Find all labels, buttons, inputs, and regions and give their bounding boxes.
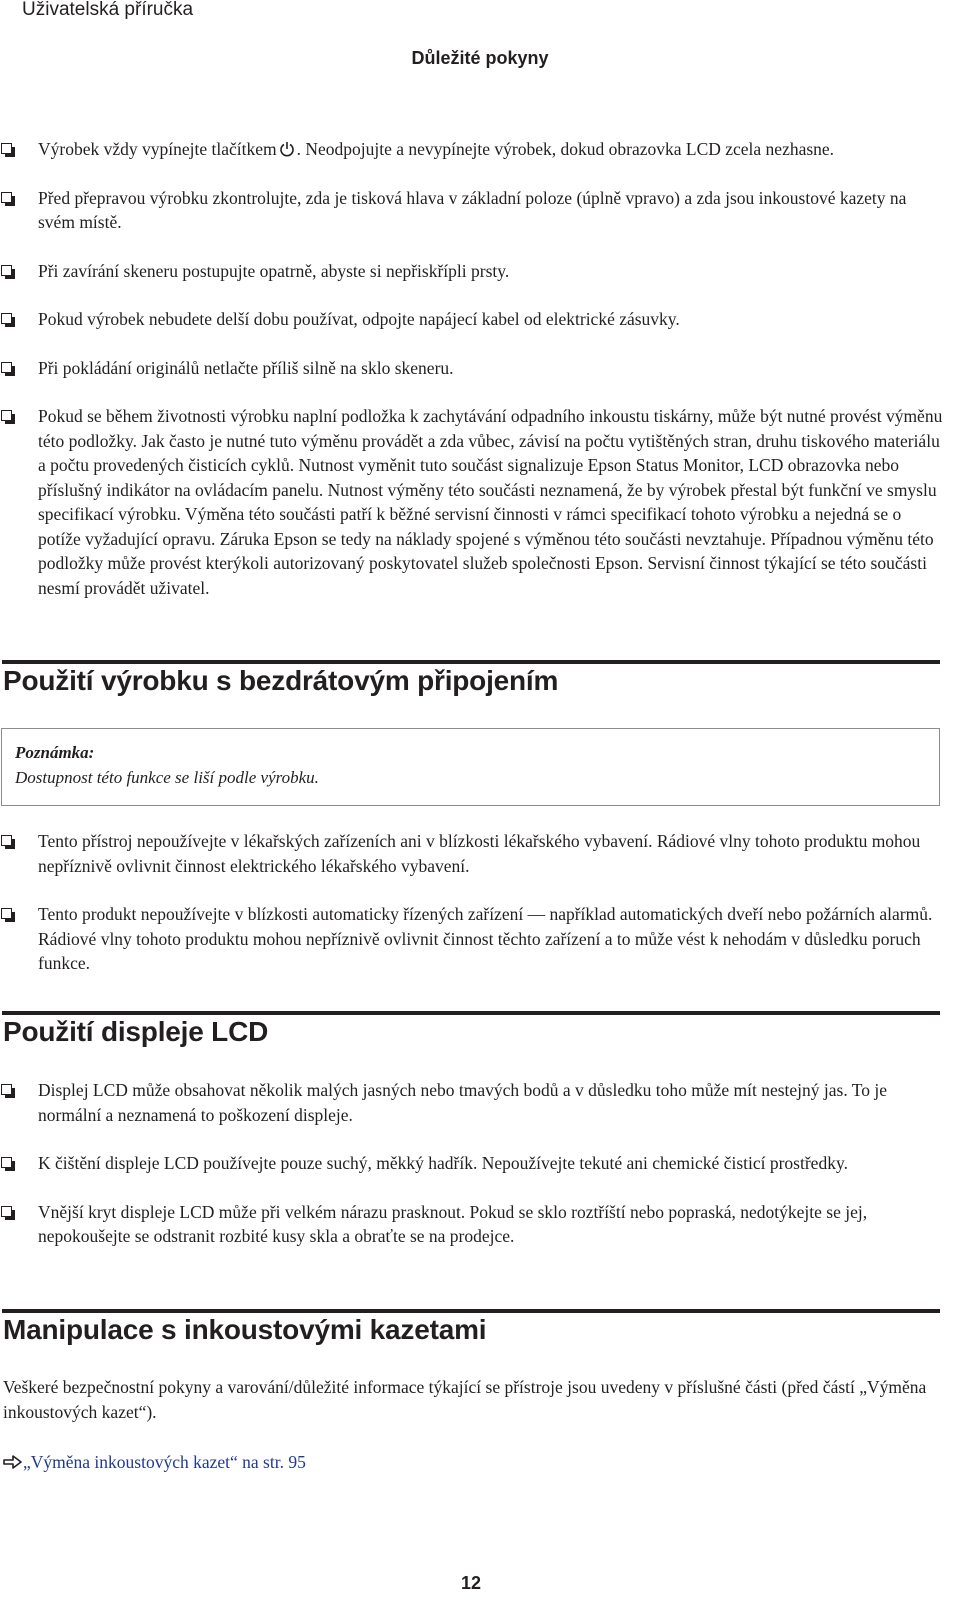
checkbox-bullet-icon [1,313,12,324]
list-item-text: Displej LCD může obsahovat několik malých jasných nebo tmavých bodů a v důsledku toho může mít nestejný jas. To je normální a neznamená to poškození displeje. [38,1080,887,1125]
list-item-text: Před přepravou výrobku zkontrolujte, zda je tisková hlava v základní poloze (úplně vpravo) a zda jsou inkoustové kazety na svém místě. [38,187,907,232]
list-item-text: Pokud se během životnosti výrobku naplní podložka k zachytávání odpadního inkoustu tiskárny, může být nutné provést výměnu této podložky. Jak často je nutné tuto výměnu provádět a zda vůbec, závisí na počtu vytištěných stran, druhu tiskového materiálu a počtu provedených čisticích cyklů. Nutnost vyměnit tuto součást signalizuje Epson Status Monitor, LCD obrazovka nebo příslušný indikátor na ovládacím panelu. Nutnost výměny této součásti neznamená, že by výrobek přestal být funkční ve smyslu specifikací výrobku. Výměna této součásti patří k běžné servisní činnosti v rámci specifikací tohoto výrobku a nejedná se o potíže vyžadující opravu. Záruka Epson se tedy na náklady spojené s výměnou této součásti nevztahuje. Případnou výměnu této podložky může provést kterýkoli autorizovaný poskytovatel služeb společnosti Epson. Servisní činnost týkající se této součásti nesmí provádět uživatel. [38,406,943,598]
note-box [1,728,940,806]
list-item [0,186,945,235]
lcd-list [0,1078,945,1249]
section-rule [2,1309,940,1313]
arrow-right-icon [3,1455,23,1469]
list-item-text: Při pokládání originálů netlačte příliš silně na sklo skeneru. [38,357,454,378]
lcd-heading: Použití displeje LCD [3,1016,269,1047]
list-item [0,1078,945,1127]
wireless-list [0,829,945,976]
list-item-text: Tento produkt nepoužívejte v blízkosti automaticky řízených zařízení — například automatických dveří nebo požárních alarmů. Rádiové vlny tohoto produktu mohou nepříznivě ovlivnit činnost těchto zařízení a to může vést k nehodám v důsledku poruch funkce. [38,904,933,973]
important-heading: Důležité pokyny [411,48,549,68]
list-item-text-after-icon: . Neodpojujte a nevypínejte výrobek, dokud obrazovka LCD zcela nezhasne. [296,139,835,159]
checkbox-bullet-icon [1,265,12,276]
list-item-text: K čištění displeje LCD používejte pouze suchý, měkký hadřík. Nepoužívejte tekuté ani chemické čisticí prostředky. [38,1153,848,1173]
checkbox-bullet-icon [1,410,12,421]
list-item-text: Při zavírání skeneru postupujte opatrně, abyste si nepřiskřípli prsty. [38,260,510,281]
list-item-text: Vnější kryt displeje LCD může při velkém nárazu prasknout. Pokud se sklo roztříští nebo popraská, nedotýkejte se jej, nepokoušejte se odstranit rozbité kusy skla a obraťte se na prodejce. [38,1201,868,1246]
list-item [0,356,945,381]
list-item [0,137,945,162]
list-item [0,307,945,332]
important-list [0,137,945,600]
page-number: 12 [460,1573,482,1593]
ink-paragraph: Veškeré bezpečnostní pokyny a varování/důležité informace týkající se přístroje jsou uvedeny v příslušné části (před částí „Výměna inkoustových kazet“). [3,1377,927,1422]
cross-reference-link[interactable]: „Výměna inkoustových kazet“ na str. 95 [23,1452,306,1472]
list-item [0,1200,945,1249]
checkbox-bullet-icon [1,192,12,203]
checkbox-bullet-icon [1,835,12,846]
power-icon [279,141,295,157]
cross-reference [3,1450,306,1475]
checkbox-bullet-icon [1,908,12,919]
list-item-text-before-icon: Výrobek vždy vypínejte tlačítkem [38,139,277,159]
note-label: Poznámka: [15,743,95,762]
list-item [0,404,945,600]
list-item [0,829,945,878]
checkbox-bullet-icon [1,1206,12,1217]
list-item [0,259,945,284]
list-item-text: Tento přístroj nepoužívejte v lékařských zařízeních ani v blízkosti lékařského vybavení. Rádiové vlny tohoto produktu mohou nepříznivě ovlivnit činnost elektrického lékařského vybavení. [38,831,921,876]
document-header-title: Uživatelská příručka [22,0,194,20]
wireless-heading: Použití výrobku s bezdrátovým připojením [3,665,559,696]
section-rule [2,1011,940,1015]
note-text: Dostupnost této funkce se liší podle výrobku. [15,768,319,787]
checkbox-bullet-icon [1,1157,12,1168]
list-item [0,1151,945,1176]
list-item-text: Pokud výrobek nebudete delší dobu používat, odpojte napájecí kabel od elektrické zásuvky. [38,309,680,329]
checkbox-bullet-icon [1,143,12,154]
section-rule [2,660,940,664]
ink-heading: Manipulace s inkoustovými kazetami [3,1314,487,1345]
checkbox-bullet-icon [1,362,12,373]
list-item [0,902,945,976]
checkbox-bullet-icon [1,1084,12,1095]
